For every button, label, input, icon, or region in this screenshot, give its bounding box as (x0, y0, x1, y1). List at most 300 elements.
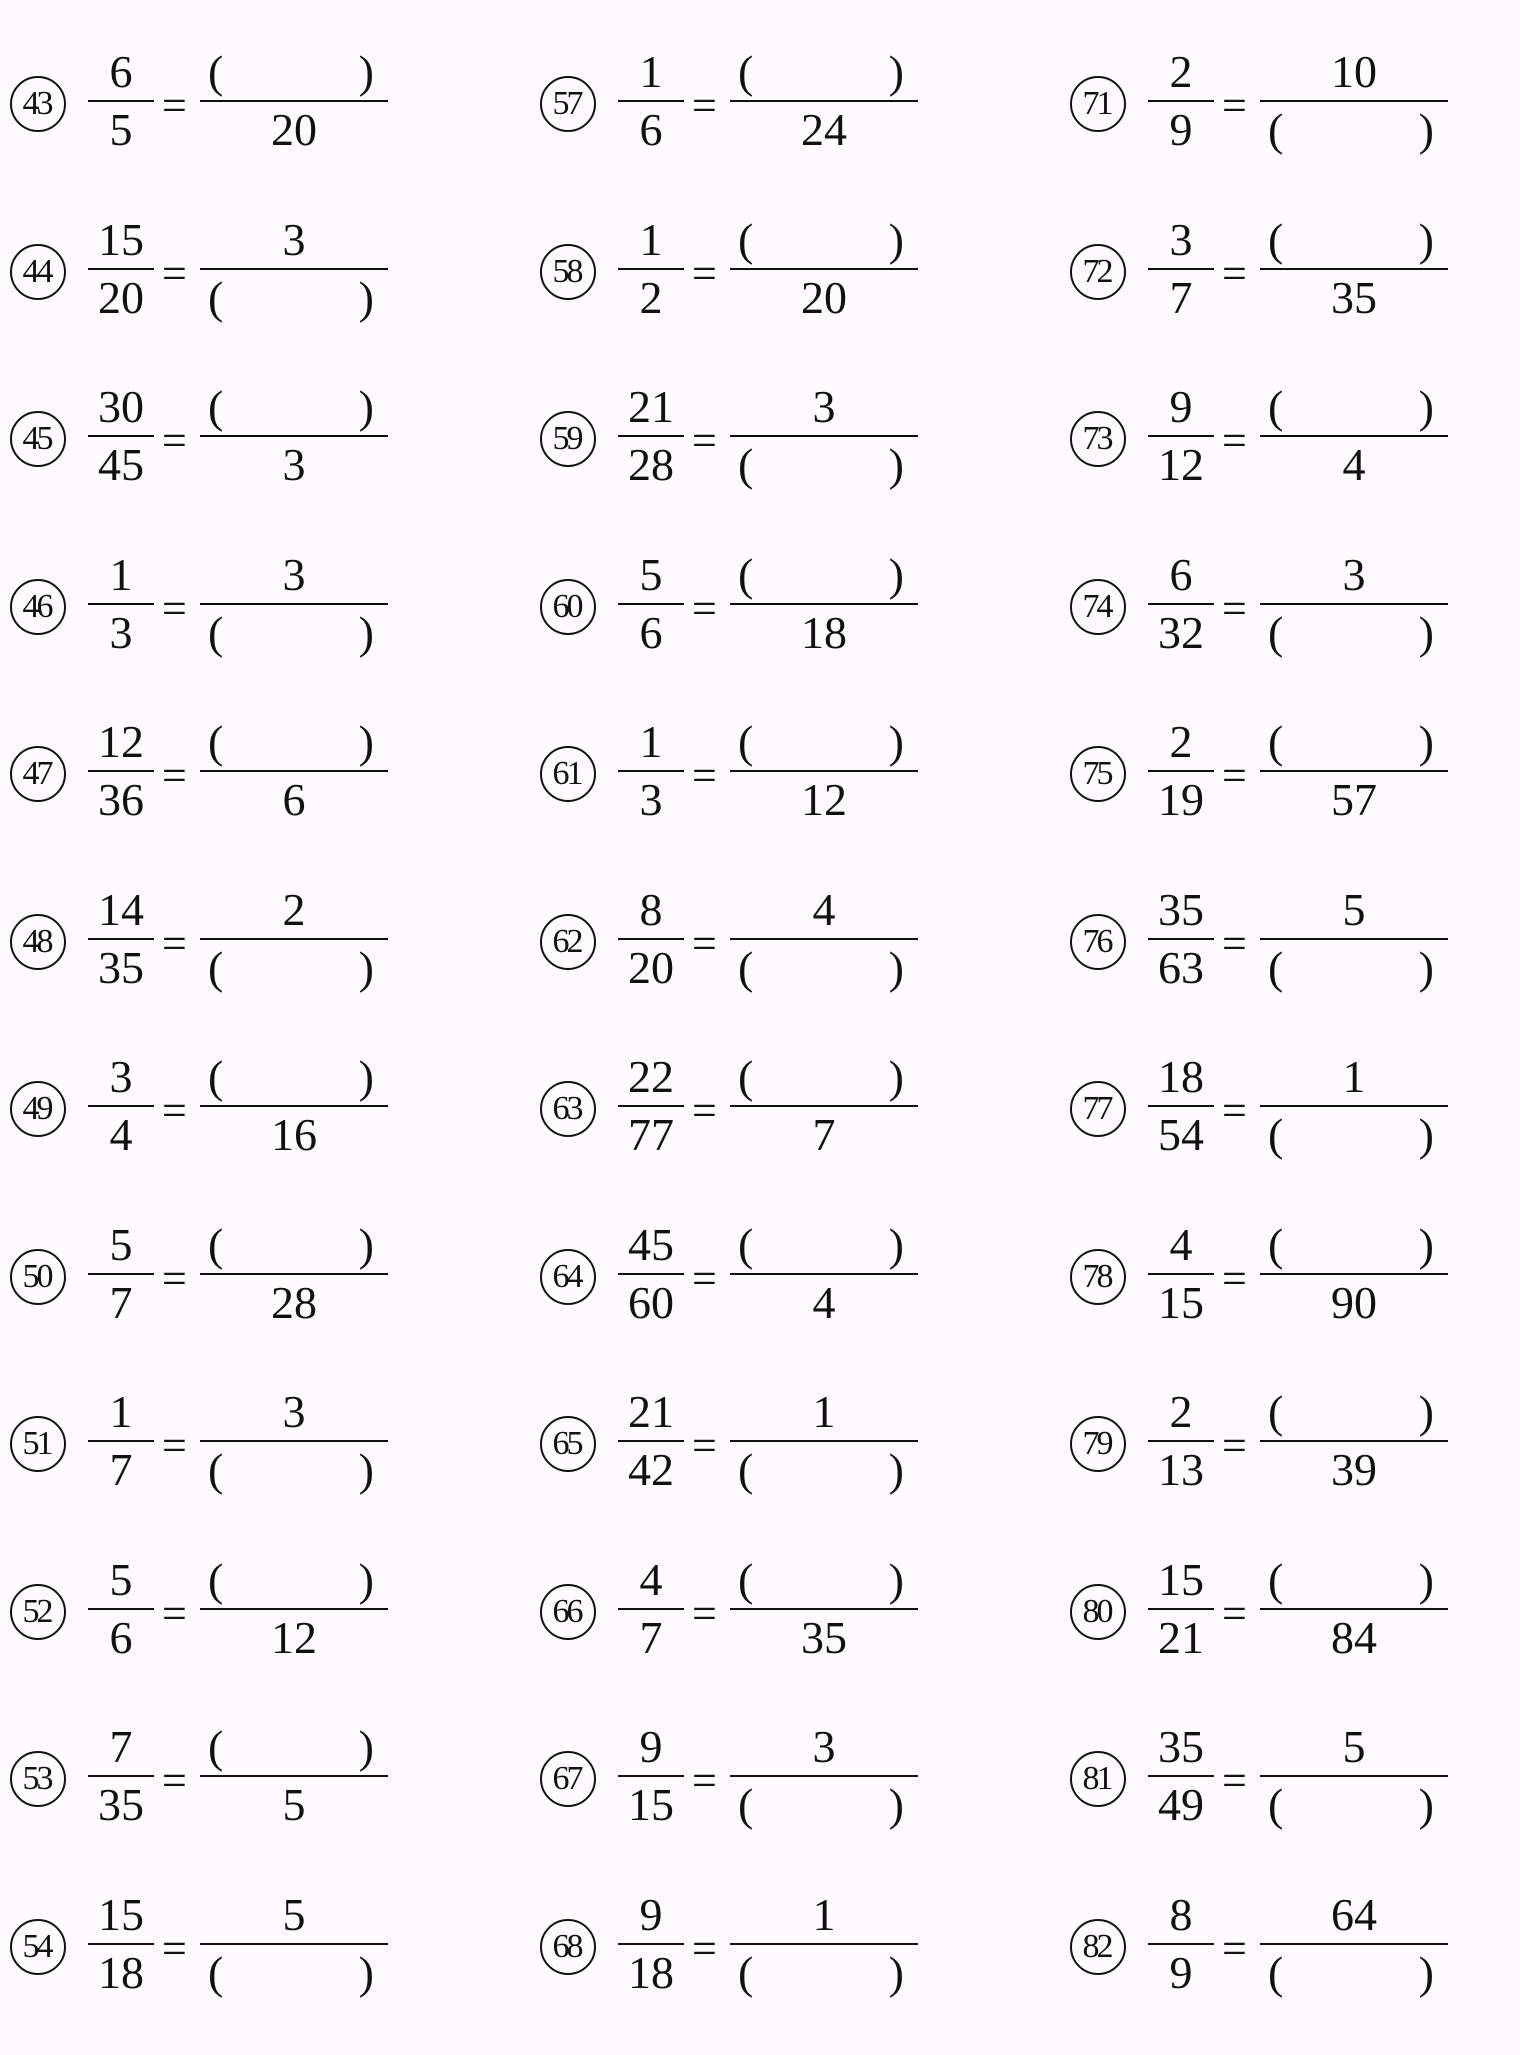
denominator (200, 774, 388, 826)
numerator (730, 1889, 918, 1941)
fraction-bar (730, 268, 918, 270)
fraction-bar (88, 100, 154, 102)
denominator (1260, 272, 1448, 324)
paren-close: ) (1418, 1946, 1434, 1998)
numerator (1260, 1051, 1448, 1103)
blank-denominator[interactable] (1260, 104, 1448, 156)
answer-fraction (1260, 214, 1448, 324)
paren-open: ( (1268, 1779, 1284, 1830)
problem-number: 66 (540, 1584, 596, 1640)
fraction-bar (1260, 1440, 1448, 1442)
fraction-bar (618, 435, 684, 437)
blank-denominator[interactable] (730, 1779, 918, 1831)
numerator (200, 549, 388, 601)
fraction-bar (200, 938, 388, 940)
blank-numerator[interactable] (730, 214, 918, 266)
fraction-bar (730, 1273, 918, 1275)
denominator (200, 439, 388, 491)
blank-denominator[interactable] (730, 942, 918, 994)
given-fraction (618, 1386, 684, 1496)
given-value: 4 (1342, 439, 1366, 490)
equals-sign: = (692, 1421, 717, 1470)
denominator (730, 1109, 918, 1161)
paren-close: ) (888, 941, 904, 993)
paren-close: ) (888, 1051, 904, 1102)
paren-close: ) (888, 1779, 904, 1830)
blank-numerator[interactable] (1260, 1219, 1448, 1271)
denominator (1260, 1612, 1448, 1664)
given-fraction (1148, 1386, 1214, 1496)
denominator: 63 (1158, 941, 1204, 993)
denominator: 20 (98, 271, 144, 323)
numerator (200, 1386, 388, 1438)
paren-close: ) (358, 1721, 374, 1772)
given-value: 64 (1331, 1888, 1377, 1940)
denominator (730, 272, 918, 324)
problem-72 (1070, 213, 1520, 380)
blank-numerator[interactable] (1260, 716, 1448, 768)
blank-denominator[interactable] (1260, 1779, 1448, 1831)
fraction-bar (730, 1608, 918, 1610)
problem-number: 72 (1070, 244, 1126, 300)
fraction-bar (1260, 938, 1448, 940)
problem-61 (540, 716, 1020, 882)
fraction-bar (1260, 1273, 1448, 1275)
fraction-bar (88, 1608, 154, 1610)
given-fraction (618, 1554, 684, 1664)
equals-sign: = (692, 248, 717, 298)
paren-open: ( (738, 439, 754, 490)
problem-58 (540, 213, 1020, 380)
equals-sign: = (692, 1253, 717, 1303)
fraction-bar (730, 1943, 918, 1945)
problem-number: 80 (1070, 1584, 1126, 1640)
denominator: 20 (628, 941, 674, 993)
blank-numerator[interactable] (1260, 214, 1448, 266)
given-value: 1 (1342, 1051, 1366, 1102)
blank-numerator[interactable] (200, 1721, 388, 1773)
equals-sign: = (162, 416, 187, 465)
paren-close: ) (888, 213, 904, 265)
numerator: 45 (628, 1218, 674, 1270)
numerator (730, 884, 918, 936)
given-fraction (1148, 1219, 1214, 1329)
paren-close: ) (358, 1553, 374, 1605)
blank-numerator[interactable] (200, 46, 388, 98)
equals-sign: = (1222, 1421, 1247, 1470)
fraction-bar (730, 1440, 918, 1442)
answer-fraction (1260, 381, 1448, 491)
given-value: 39 (1331, 1444, 1377, 1495)
problem-number: 62 (540, 914, 596, 970)
paren-close: ) (888, 1946, 904, 1998)
equals-sign: = (1222, 248, 1247, 298)
answer-fraction (1260, 1051, 1448, 1161)
problem-number: 81 (1070, 1751, 1126, 1807)
denominator: 32 (1158, 606, 1204, 658)
numerator: 1 (639, 213, 663, 265)
given-value: 6 (282, 774, 306, 825)
given-fraction (618, 46, 684, 156)
denominator: 45 (98, 439, 144, 490)
paren-close: ) (358, 46, 374, 97)
paren-close: ) (358, 381, 374, 432)
blank-denominator[interactable] (1260, 1947, 1448, 1999)
denominator: 15 (1158, 1276, 1204, 1328)
blank-numerator[interactable] (730, 1051, 918, 1103)
paren-open: ( (208, 271, 224, 323)
given-fraction (1148, 381, 1214, 491)
paren-open: ( (208, 46, 224, 97)
blank-denominator[interactable] (200, 1444, 388, 1496)
given-value: 12 (271, 1611, 317, 1663)
problem-62 (540, 883, 1020, 1050)
answer-fraction (730, 1554, 918, 1664)
blank-numerator[interactable] (200, 1554, 388, 1606)
blank-denominator[interactable] (730, 439, 918, 491)
blank-numerator[interactable] (200, 381, 388, 433)
equals-sign: = (162, 248, 187, 298)
blank-numerator[interactable] (730, 549, 918, 601)
fraction-bar (1260, 1608, 1448, 1610)
paren-close: ) (888, 1553, 904, 1605)
fraction-bar (200, 1105, 388, 1107)
denominator: 6 (109, 1611, 133, 1663)
numerator: 3 (109, 1051, 133, 1102)
problem-number: 43 (10, 76, 66, 132)
given-fraction (88, 716, 154, 826)
denominator: 13 (1158, 1444, 1204, 1495)
denominator: 7 (109, 1276, 133, 1328)
blank-numerator[interactable] (1260, 1554, 1448, 1606)
fraction-bar (730, 770, 918, 772)
problem-67 (540, 1721, 1020, 1887)
problem-76 (1070, 883, 1520, 1050)
given-fraction (1148, 1889, 1214, 1999)
blank-denominator[interactable] (200, 942, 388, 994)
numerator (730, 381, 918, 433)
denominator: 6 (639, 606, 663, 658)
equals-sign: = (162, 1253, 187, 1303)
given-fraction (88, 1554, 154, 1664)
fraction-bar (730, 938, 918, 940)
fraction-bar (618, 268, 684, 270)
given-fraction (618, 381, 684, 491)
answer-fraction (1260, 1889, 1448, 1999)
paren-open: ( (208, 606, 224, 658)
blank-denominator[interactable] (200, 1947, 388, 1999)
numerator (1260, 884, 1448, 936)
answer-fraction (200, 46, 388, 156)
answer-fraction (200, 549, 388, 659)
denominator (730, 1277, 918, 1329)
fraction-bar (1148, 1273, 1214, 1275)
numerator: 30 (98, 381, 144, 432)
fraction-bar (1148, 1105, 1214, 1107)
paren-open: ( (738, 548, 754, 600)
fraction-bar (1260, 435, 1448, 437)
given-fraction (88, 1051, 154, 1161)
given-fraction (1148, 884, 1214, 994)
answer-fraction (1260, 549, 1448, 659)
blank-numerator[interactable] (730, 46, 918, 98)
fraction-bar (618, 1105, 684, 1107)
numerator: 5 (109, 1553, 133, 1605)
fraction-bar (1148, 1440, 1214, 1442)
given-fraction (1148, 214, 1214, 324)
problem-81 (1070, 1721, 1520, 1887)
numerator: 4 (1169, 1218, 1193, 1270)
denominator: 35 (98, 1779, 144, 1830)
paren-open: ( (208, 1946, 224, 1998)
answer-fraction (200, 884, 388, 994)
problem-64 (540, 1218, 1020, 1385)
equals-sign: = (1222, 1588, 1247, 1638)
numerator: 9 (639, 1721, 663, 1772)
numerator: 6 (109, 46, 133, 97)
fraction-bar (1148, 1943, 1214, 1945)
given-fraction (1148, 1554, 1214, 1664)
fraction-bar (88, 268, 154, 270)
problem-52 (10, 1553, 490, 1720)
answer-fraction (1260, 1219, 1448, 1329)
numerator: 6 (1169, 548, 1193, 600)
paren-open: ( (1268, 941, 1284, 993)
answer-fraction (200, 1889, 388, 1999)
problem-number: 57 (540, 76, 596, 132)
paren-open: ( (1268, 1553, 1284, 1605)
blank-numerator[interactable] (730, 1554, 918, 1606)
paren-close: ) (358, 1946, 374, 1998)
numerator: 2 (1169, 46, 1193, 97)
numerator: 18 (1158, 1051, 1204, 1102)
problem-number: 68 (540, 1919, 596, 1975)
denominator: 5 (109, 104, 133, 155)
given-value: 3 (812, 381, 836, 432)
problem-66 (540, 1553, 1020, 1720)
problem-number: 74 (1070, 579, 1126, 635)
answer-fraction (1260, 46, 1448, 156)
fraction-bar (200, 1440, 388, 1442)
fraction-bar (88, 770, 154, 772)
given-value: 5 (282, 1888, 306, 1940)
problem-number: 60 (540, 579, 596, 635)
given-value: 3 (282, 548, 306, 600)
numerator: 22 (628, 1051, 674, 1102)
equals-sign: = (162, 918, 187, 968)
numerator: 15 (1158, 1553, 1204, 1605)
paren-open: ( (208, 1721, 224, 1772)
given-fraction (1148, 1051, 1214, 1161)
paren-close: ) (888, 716, 904, 767)
numerator: 9 (639, 1888, 663, 1940)
fraction-bar (88, 1775, 154, 1777)
fraction-bar (618, 603, 684, 605)
equals-sign: = (1222, 918, 1247, 968)
answer-fraction (1260, 1386, 1448, 1496)
paren-open: ( (1268, 716, 1284, 767)
blank-denominator[interactable] (1260, 607, 1448, 659)
problem-63 (540, 1051, 1020, 1217)
problem-50 (10, 1218, 490, 1385)
equals-sign: = (162, 1086, 187, 1135)
problem-65 (540, 1386, 1020, 1552)
paren-close: ) (1418, 104, 1434, 155)
blank-numerator[interactable] (1260, 381, 1448, 433)
problem-number: 48 (10, 914, 66, 970)
denominator: 42 (628, 1444, 674, 1495)
problem-48 (10, 883, 490, 1050)
paren-close: ) (1418, 1553, 1434, 1605)
blank-denominator[interactable] (200, 272, 388, 324)
problem-number: 44 (10, 244, 66, 300)
given-value: 5 (1342, 883, 1366, 935)
fraction-bar (618, 1943, 684, 1945)
paren-open: ( (738, 1946, 754, 1998)
numerator: 3 (1169, 213, 1193, 265)
paren-close: ) (358, 716, 374, 767)
blank-denominator[interactable] (730, 1444, 918, 1496)
equals-sign: = (162, 1421, 187, 1470)
problem-51 (10, 1386, 490, 1552)
given-fraction (618, 1721, 684, 1831)
paren-open: ( (1268, 1946, 1284, 1998)
given-fraction (88, 46, 154, 156)
given-value: 5 (1342, 1721, 1366, 1772)
problem-49 (10, 1051, 490, 1217)
equals-sign: = (692, 918, 717, 968)
paren-open: ( (738, 1444, 754, 1495)
problem-number: 65 (540, 1416, 596, 1472)
denominator (730, 1612, 918, 1664)
blank-denominator[interactable] (1260, 1109, 1448, 1161)
paren-open: ( (208, 1218, 224, 1270)
fraction-bar (200, 1943, 388, 1945)
given-fraction (1148, 46, 1214, 156)
paren-close: ) (1418, 1779, 1434, 1830)
problem-79 (1070, 1386, 1520, 1552)
blank-numerator[interactable] (1260, 1386, 1448, 1438)
numerator: 1 (109, 1386, 133, 1437)
numerator: 12 (98, 716, 144, 767)
fraction-bar (88, 603, 154, 605)
equals-sign: = (692, 1923, 717, 1973)
equals-sign: = (692, 1086, 717, 1135)
problem-54 (10, 1888, 490, 2055)
fraction-bar (88, 1105, 154, 1107)
fraction-bar (88, 435, 154, 437)
blank-numerator[interactable] (200, 1219, 388, 1271)
blank-numerator[interactable] (730, 1219, 918, 1271)
given-fraction (618, 716, 684, 826)
problem-43 (10, 46, 490, 212)
blank-denominator[interactable] (730, 1947, 918, 1999)
paren-open: ( (738, 941, 754, 993)
fraction-bar (618, 1775, 684, 1777)
paren-close: ) (1418, 606, 1434, 658)
equals-sign: = (1222, 583, 1247, 633)
problem-71 (1070, 46, 1520, 212)
paren-open: ( (208, 1444, 224, 1495)
equals-sign: = (692, 1588, 717, 1638)
numerator (200, 1889, 388, 1941)
denominator: 49 (1158, 1779, 1204, 1830)
given-value: 2 (282, 883, 306, 935)
answer-fraction (1260, 1554, 1448, 1664)
answer-fraction (730, 381, 918, 491)
answer-fraction (730, 1889, 918, 1999)
fraction-bar (1260, 603, 1448, 605)
fraction-bar (200, 603, 388, 605)
fraction-bar (730, 100, 918, 102)
given-value: 3 (812, 1721, 836, 1772)
problem-number: 82 (1070, 1919, 1126, 1975)
equals-sign: = (692, 81, 717, 130)
given-value: 35 (1331, 271, 1377, 323)
problem-number: 79 (1070, 1416, 1126, 1472)
denominator (200, 1779, 388, 1831)
equals-sign: = (692, 416, 717, 465)
problem-68 (540, 1888, 1020, 2055)
denominator (200, 1612, 388, 1664)
answer-fraction (730, 1219, 918, 1329)
problem-46 (10, 548, 490, 715)
answer-fraction (1260, 1721, 1448, 1831)
equals-sign: = (692, 751, 717, 800)
problem-number: 75 (1070, 746, 1126, 802)
denominator (730, 104, 918, 156)
blank-numerator[interactable] (200, 716, 388, 768)
denominator (200, 1109, 388, 1161)
problem-60 (540, 548, 1020, 715)
denominator: 77 (628, 1109, 674, 1160)
paren-close: ) (888, 1444, 904, 1495)
problem-75 (1070, 716, 1520, 882)
numerator (730, 1386, 918, 1438)
given-value: 24 (801, 104, 847, 155)
problem-57 (540, 46, 1020, 212)
blank-numerator[interactable] (730, 716, 918, 768)
numerator: 15 (98, 1888, 144, 1940)
problem-53 (10, 1721, 490, 1887)
blank-numerator[interactable] (200, 1051, 388, 1103)
equals-sign: = (162, 1588, 187, 1638)
numerator: 2 (1169, 1386, 1193, 1437)
problem-74 (1070, 548, 1520, 715)
blank-denominator[interactable] (1260, 942, 1448, 994)
equals-sign: = (1222, 416, 1247, 465)
denominator: 7 (1169, 271, 1193, 323)
given-fraction (88, 1721, 154, 1831)
problem-number: 61 (540, 746, 596, 802)
fraction-bar (730, 603, 918, 605)
fraction-bar (618, 938, 684, 940)
paren-close: ) (1418, 381, 1434, 432)
problem-45 (10, 381, 490, 547)
answer-fraction (200, 1721, 388, 1831)
answer-fraction (730, 214, 918, 324)
denominator: 7 (639, 1611, 663, 1663)
paren-open: ( (738, 1051, 754, 1102)
paren-open: ( (208, 1051, 224, 1102)
paren-open: ( (738, 46, 754, 97)
denominator (200, 104, 388, 156)
denominator: 4 (109, 1109, 133, 1160)
blank-denominator[interactable] (200, 607, 388, 659)
denominator (1260, 774, 1448, 826)
problem-82 (1070, 1888, 1520, 2055)
given-fraction (1148, 549, 1214, 659)
